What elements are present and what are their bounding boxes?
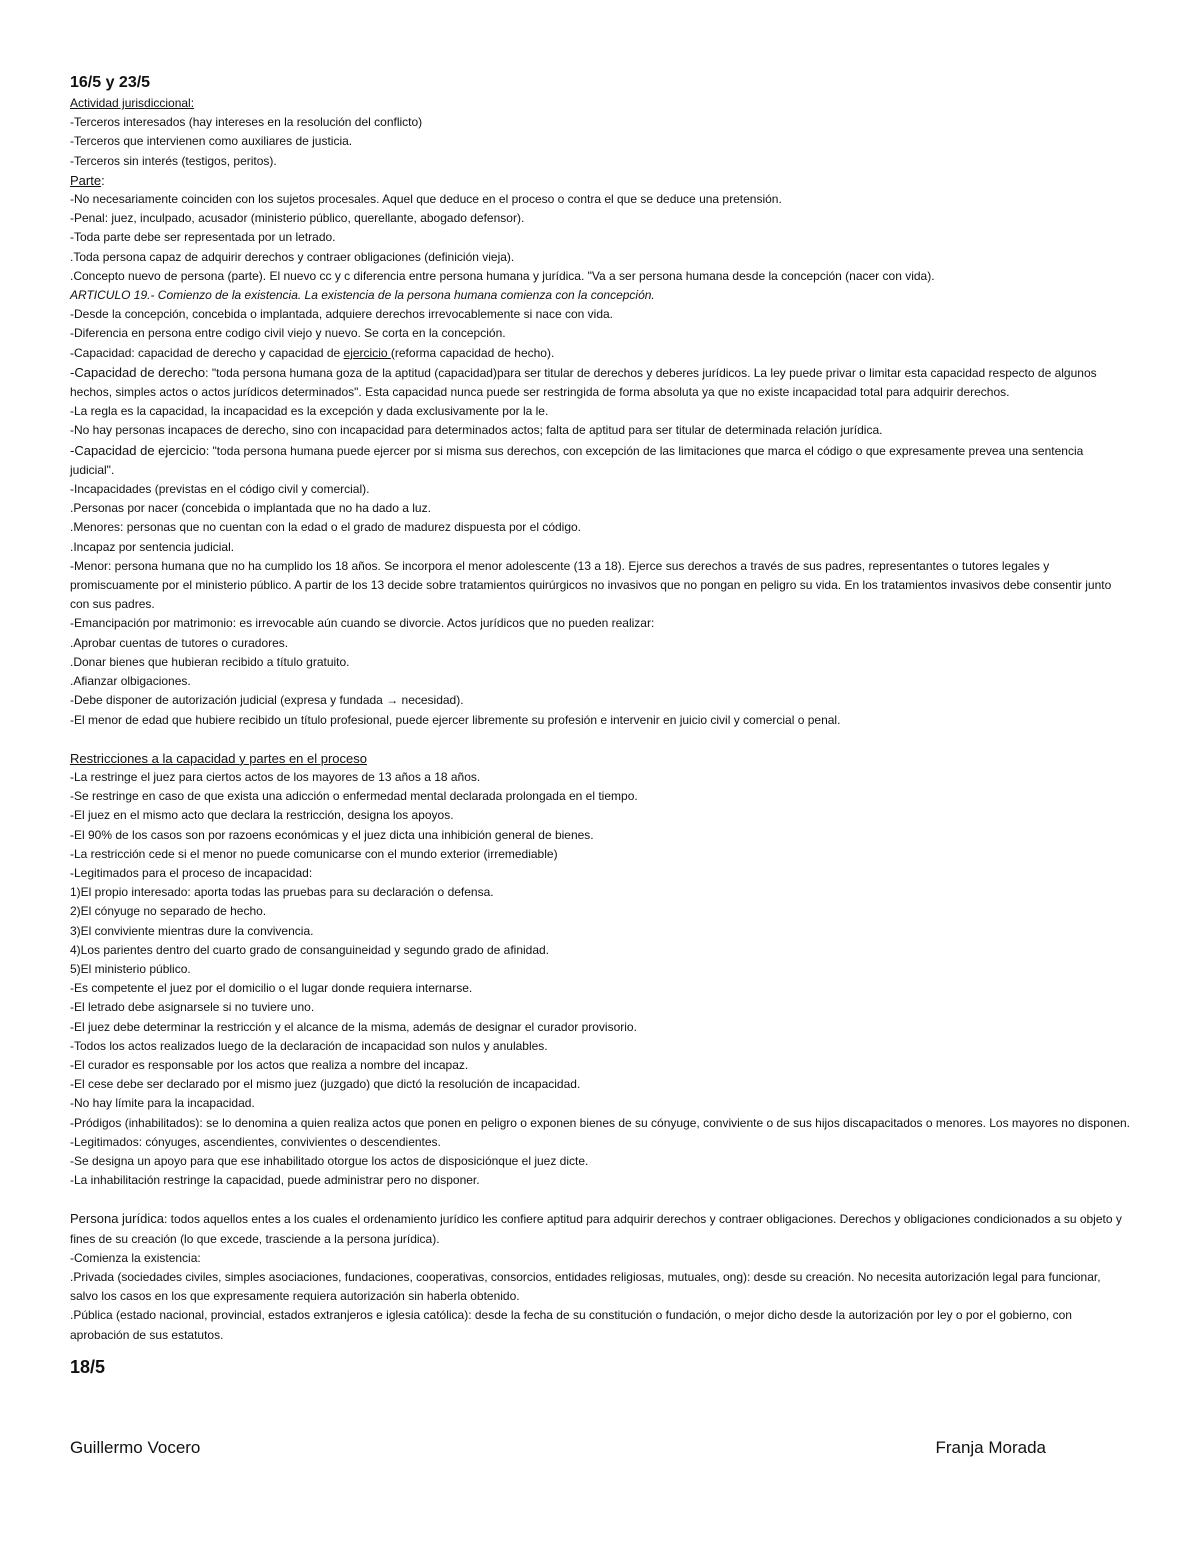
text-line: -Toda parte debe ser representada por un letrado.: [70, 230, 336, 245]
text-line: -Legitimados para el proceso de incapacidad:: [70, 865, 313, 880]
text-line: -Se designa un apoyo para que ese inhabilitado otorgue los actos de disposiciónque el juez dicte.: [70, 1153, 589, 1168]
capacidad-suffix: (reforma capacidad de hecho).: [390, 345, 555, 360]
next-date-heading: 18/5: [70, 1356, 106, 1377]
parte-heading: Parte: [70, 172, 102, 188]
text-line: -El curador es responsable por los actos que realiza a nombre del incapaz.: [70, 1057, 469, 1072]
text-line: .Donar bienes que hubieran recibido a título gratuito.: [70, 654, 350, 669]
menor-paragraph: -Menor: persona humana que no ha cumplido los 18 años. Se incorpora el menor adolescente (13 a 18). Ejerce sus derechos a través de sus padres, representantes o tutores legales y promiscuamente por el ministerio público. A partir de los 13 decide sobre tratamientos quirúrgicos no invasivos que no pongan en peligro su vida. En los tratamientos invasivos debe consentir junto con sus padres.: [70, 558, 1112, 612]
text-line: -La inhabilitación restringe la capacidad, puede administrar pero no disponer.: [70, 1173, 480, 1188]
capacidad-derecho-label: -Capacidad de derecho: [70, 364, 206, 380]
text-line: -El letrado debe asignarsele si no tuviere uno.: [70, 1000, 315, 1015]
text-line: -Desde la concepción, concebida o implantada, adquiere derechos irrevocablemente si nace con vida.: [70, 307, 613, 322]
capacidad-ejercicio-paragraph: [70, 441, 1130, 480]
text-line: -El juez debe determinar la restricción y el alcance de la misma, además de designar el curador provisorio.: [70, 1019, 637, 1034]
capacidad-derecho-text: : "toda persona humana goza de la aptitud (capacidad)para ser titular de derechos y deberes jurídicos. La ley puede privar o limitar esta capacidad respecto de algunos hechos, simples actos o actos jurídicos determinados". Esta capacidad nunca puede ser restringida de forma absoluta ya que no existe incapacidad total para adquirir derechos.: [70, 365, 1097, 400]
text-line: 2)El cónyuge no separado de hecho.: [70, 904, 267, 919]
capacidad-derecho-paragraph: [70, 363, 1130, 402]
text-line: -Legitimados: cónyuges, ascendientes, convivientes o descendientes.: [70, 1134, 441, 1149]
text-line: 3)El conviviente mientras dure la convivencia.: [70, 923, 314, 938]
date-heading: 16/5 y 23/5: [70, 74, 151, 91]
text-line: -El menor de edad que hubiere recibido un título profesional, puede ejercer libremente su profesión e intervenir en juicio civil y comercial o penal.: [70, 712, 841, 727]
text-line: -El cese debe ser declarado por el mismo juez (juzgado) que dictó la resolución de incapacidad.: [70, 1077, 581, 1092]
text-line: -Diferencia en persona entre codigo civil viejo y nuevo. Se corta en la concepción.: [70, 326, 506, 341]
parte-heading-colon: :: [101, 172, 105, 188]
footer-organization: Franja Morada: [935, 1438, 1046, 1457]
text-line: .Afianzar olbigaciones.: [70, 674, 191, 689]
capacidad-underlined: ejercicio: [343, 345, 391, 360]
text-line: -Todos los actos realizados luego de la declaración de incapacidad son nulos y anulables.: [70, 1038, 548, 1053]
text-line: -La restringe el juez para ciertos actos de los mayores de 13 años a 18 años.: [70, 769, 481, 784]
text-line: .Personas por nacer (concebida o implantada que no ha dado a luz.: [70, 501, 431, 516]
text-line: -Se restringe en caso de que exista una adicción o enfermedad mental declarada prolongada en el tiempo.: [70, 789, 638, 804]
text-line: -Terceros que intervienen como auxiliares de justicia.: [70, 134, 353, 149]
text-line: .Toda persona capaz de adquirir derechos y contraer obligaciones (definición vieja).: [70, 249, 515, 264]
text-line: -No hay límite para la incapacidad.: [70, 1096, 255, 1111]
capacidad-ejercicio-text: : "toda persona humana puede ejercer por si misma sus derechos, con excepción de las limitaciones que marca el código o que expresamente prevea una sentencia judicial".: [70, 443, 1084, 477]
parte-heading-line: [70, 171, 1130, 190]
privada-paragraph: .Privada (sociedades civiles, simples asociaciones, fundaciones, cooperativas, consorcios, entidades religiosas, mutuales, ong): desde su creación. No necesita autorización legal para funcionar, salvo los casos en los que expresamente requiera autorización sin haberla obtenido.: [70, 1269, 1101, 1304]
document-page: [70, 72, 1130, 1379]
text-line: .Incapaz por sentencia judicial.: [70, 539, 235, 554]
text-line: 1)El propio interesado: aporta todas las pruebas para su declaración o defensa.: [70, 885, 494, 900]
text-line: 5)El ministerio público.: [70, 961, 191, 976]
articulo-label: ARTICULO 19.-: [70, 288, 155, 303]
text-line: -El juez en el mismo acto que declara la restricción, designa los apoyos.: [70, 808, 454, 823]
restricciones-heading: Restricciones a la capacidad y partes en el proceso: [70, 750, 367, 766]
articulo-line: [70, 286, 1130, 305]
publica-paragraph: .Pública (estado nacional, provincial, estados extranjeros e iglesia católica): desde la fecha de su constitución o fundación, o mejor dicho desde la autorización por ley o por el gobierno, con aprobación de sus estatutos.: [70, 1308, 1072, 1342]
actividad-heading: Actividad jurisdiccional:: [70, 96, 195, 110]
text-line: -No necesariamente coinciden con los sujetos procesales. Aquel que deduce en el proceso o contra el que se deduce una pretensión.: [70, 192, 782, 207]
persona-juridica-label: Persona jurídica: [70, 1211, 164, 1227]
capacidad-line: [70, 344, 1130, 363]
text-line: -La regla es la capacidad, la incapacidad es la excepción y dada exclusivamente por la le.: [70, 404, 549, 419]
prodigos-paragraph: -Pródigos (inhabilitados): se lo denomina a quien realiza actos que ponen en peligro o exponen bienes de su cónyuge, conviviente o de sus hijos discapacitados o menores. Los mayores no disponen.: [70, 1115, 1131, 1130]
page-footer: [70, 1436, 1046, 1460]
spacer: [70, 1345, 1130, 1355]
text-line: -Terceros interesados (hay intereses en la resolución del conflicto): [70, 115, 423, 130]
articulo-text: Comienzo de la existencia. La existencia de la persona humana comienza con la concepción.: [154, 288, 655, 303]
capacidad-ejercicio-label: -Capacidad de ejercicio: [70, 442, 206, 458]
text-line: .Aprobar cuentas de tutores o curadores.: [70, 635, 289, 650]
text-line: -No hay personas incapaces de derecho, sino con incapacidad para determinados actos; falta de aptitud para ser titular de determinada relación jurídica.: [70, 423, 883, 438]
text-line: -El 90% de los casos son por razoens económicas y el juez dicta una inhibición general de bienes.: [70, 827, 594, 842]
spacer: [70, 1190, 1130, 1209]
text-line: -Emancipación por matrimonio: es irrevocable aún cuando se divorcie. Actos jurídicos que no pueden realizar:: [70, 616, 655, 631]
footer-author: Guillermo Vocero: [70, 1438, 201, 1457]
text-line: -Debe disponer de autorización judicial (expresa y fundada → necesidad).: [70, 693, 464, 708]
text-line: -Comienza la existencia:: [70, 1250, 201, 1265]
text-line: -Penal: juez, inculpado, acusador (ministerio público, querellante, abogado defensor).: [70, 211, 525, 226]
capacidad-prefix: -Capacidad: capacidad de derecho y capacidad de: [70, 345, 344, 360]
persona-juridica-paragraph: [70, 1209, 1130, 1248]
persona-juridica-text: : todos aquellos entes a los cuales el ordenamiento jurídico les confiere aptitud para adquirir derechos y contraer obligaciones. Derechos y obligaciones condicionados a su objeto y fines de su creación (lo que excede, trasciende a la persona jurídica).: [70, 1212, 1122, 1246]
text-line: 4)Los parientes dentro del cuarto grado de consanguineidad y segundo grado de afinidad.: [70, 942, 550, 957]
text-line: -Incapacidades (previstas en el código civil y comercial).: [70, 482, 370, 497]
text-line: -Terceros sin interés (testigos, peritos).: [70, 153, 277, 168]
text-line: .Menores: personas que no cuentan con la edad o el grado de madurez dispuesta por el código.: [70, 520, 582, 535]
text-line: .Concepto nuevo de persona (parte). El nuevo cc y c diferencia entre persona humana y jurídica. "Va a ser persona humana desde la concepción (nacer con vida).: [70, 268, 935, 283]
text-line: -Es competente el juez por el domicilio o el lugar donde requiera internarse.: [70, 981, 473, 996]
text-line: -La restricción cede si el menor no puede comunicarse con el mundo exterior (irremediable): [70, 846, 558, 861]
spacer: [70, 730, 1130, 749]
